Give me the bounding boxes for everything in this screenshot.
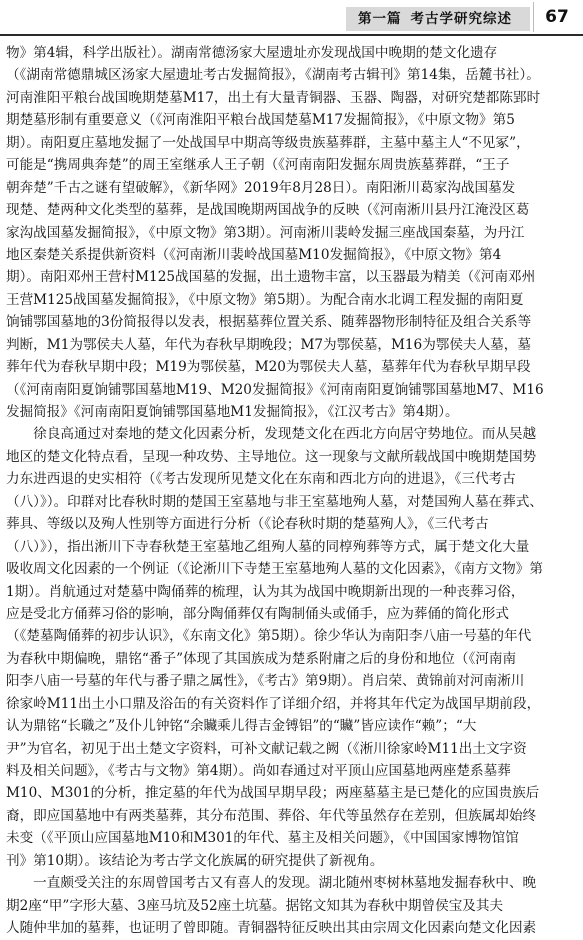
text-line: （《楚墓陶俑葬的初步认识》，《东南文化》第5期）。徐少华认为南阳李八庙一号墓的年代 — [6, 628, 532, 645]
text-line: 葬年代为春秋早期中段；M19为鄂侯墓，M20为鄂侯夫人墓，墓葬年代为春秋早期早段 — [6, 359, 531, 376]
text-line: 家沟战国墓发掘简报》，《中原文物》第3期）。河南淅川裴岭发掘三座战国秦墓，为丹江 — [6, 224, 525, 241]
text-line: 阳李八庙一号墓的年代与番子鼎之属性》，《考古》第9期）。肖启荣、黄锦前对河南淅川 — [6, 673, 525, 690]
text-line: 可能是“携周典奔楚”的周王室继承人王子朝（《河南南阳发掘东周贵族墓葬群，“王子 — [6, 157, 510, 174]
text-line: 徐良高通过对秦地的楚文化因素分析，发现楚文化在西北方向居守势地位。而从吴越 — [6, 426, 537, 443]
text-line: 料及相关问题》，《考古与文物》第4期）。尚如春通过对平顶山应国墓地两座楚系墓葬 — [6, 763, 511, 779]
chapter-title: 考古学研究综述 — [410, 11, 512, 27]
running-header — [0, 0, 583, 36]
text-line: （八）》）。印群对比春秋时期的楚国王室墓地与非王室墓地殉人墓，对楚国殉人墓在葬式、 — [6, 493, 543, 510]
text-line: 期2座“甲”字形大墓、3座马坑及52座土坑墓。据铭文知其为春秋中期曾侯宝及其夫 — [6, 897, 504, 914]
text-line: 一直颇受关注的东周曾国考古又有喜人的发现。湖北随州枣树林墓地发掘春秋中、晚 — [6, 875, 537, 892]
header-rule — [0, 34, 583, 36]
text-line: 吸收周文化因素的一个例证（《论淅川下寺楚王室墓地殉人墓的文化因素》，《南方文物》第 — [6, 561, 543, 578]
text-line: 刊》第10期）。该结论为考古学文化族属的研究提供了新视角。 — [6, 852, 384, 869]
text-line: 应是受北方俑葬习俗的影响，部分陶俑葬仅有陶制俑头或俑手，应为葬俑的简化形式 — [6, 605, 509, 622]
page-number: 67 — [533, 2, 580, 32]
text-line: 地区秦楚关系提供新资料（《河南淅川裴岭战国墓M10发掘简报》，《中原文物》第4 — [6, 246, 502, 263]
text-line: 认为鼎铭“长職之”及仆儿钟铭“余贜乘儿得吉金镈铝”的“贜”皆应读作“赖”；“大 — [6, 718, 477, 735]
text-line: 河南淮阳平粮台战国晚期楚墓M17，出土有大量青铜器、玉器、陶器，对研究楚都陈郢时 — [6, 89, 541, 106]
text-line: 期）。南阳邓州王营村M125战国墓的发掘，出土遗物丰富，以玉器最为精美（《河南邓州 — [6, 269, 536, 286]
text-line: 判断，M1为鄂侯夫人墓，年代为春秋早期晚段；M7为鄂侯墓，M16为鄂侯夫人墓，墓 — [6, 336, 531, 353]
body-text — [6, 42, 577, 940]
text-line: M10、M301的分析，推定墓的年代为战国早期早段；两座墓墓主是已楚化的应国贵族后 — [6, 785, 540, 802]
text-line: 未变（《平顶山应国墓地M10和M301的年代、墓主及相关问题》，《中国国家博物馆馆 — [6, 830, 519, 847]
text-line: 现楚、楚两种文化类型的墓葬，是战国晚期两国战争的反映（《河南淅川县丹江淹没区葛 — [6, 202, 530, 219]
text-line: 饷铺鄂国墓地的3份简报得以发表，根据墓葬位置关系、随葬器物形制特征及组合关系等 — [6, 314, 532, 331]
text-line: （《湖南常德鼎城区汤家大屋遗址考古发掘简报》，《湖南考古辑刊》第14集，岳麓书社）。 — [6, 67, 540, 84]
text-line: 期楚墓形制有重要意义（《河南淮阳平粮台战国楚墓M17发掘简报》，《中原文物》第5 — [6, 112, 515, 129]
text-line: 1期）。肖航通过对楚墓中陶俑葬的梳理，认为其为战国中晚期新出现的一种丧葬习俗， — [6, 583, 525, 600]
text-line: 葬具、等级以及殉人性别等方面进行分析（《论春秋时期的楚墓殉人》，《三代考古 — [6, 516, 489, 533]
text-line: （《河南南阳夏饷铺鄂国墓地M19、M20发掘简报》《河南南阳夏饷铺鄂国墓地M7、M16 — [6, 381, 544, 398]
text-line: 期）。南阳夏庄墓地发掘了一处战国早中期高等级贵族墓葬群，主墓中墓主人“不见冢”， — [6, 134, 530, 151]
text-line: 物》第4辑，科学出版社）。湖南常德汤家大屋遗址亦发现战国中晚期的楚文化遗存 — [6, 45, 498, 61]
part-label: 第一篇 — [358, 11, 402, 27]
text-line: 裔，即应国墓地中有两类墓葬，其分布范围、葬俗、年代等虽然存在差别，但族属却始终 — [6, 807, 537, 824]
text-line: 朝奔楚”千古之谜有望破解》，《新华网》2019年8月28日）。南阳淅川葛家沟战国墓发 — [6, 179, 516, 196]
text-line: 力东进西退的史实相符（《考古发现所见楚文化在东南和西北方向的进退》，《三代考古 — [6, 471, 516, 488]
text-line: 为春秋中期偏晚，鼎铭“番子”体现了其国族成为楚系附庸之后的身份和地位（《河南南 — [6, 650, 517, 667]
text-line: 发掘简报》《河南南阳夏饷铺鄂国墓地M1发掘简报》，《江汉考古》第4期）。 — [6, 404, 459, 420]
text-line: 徐家岭M11出土小口鼎及浴缶的有关资料作了详细介绍，并将其年代定为战国早期前段， — [6, 695, 541, 712]
text-line: 人随仲芈加的墓葬，也证明了曾即随。青铜器特征反映出其由宗周文化因素向楚文化因素 — [6, 920, 537, 937]
text-line: 王营M125战国墓发掘简报》，《中原文物》第5期）。为配合南水北调工程发掘的南阳夏 — [6, 291, 524, 308]
text-line: （八）》），指出淅川下寺春秋楚王室墓地乙组殉人墓的同椁殉葬等方式，属于楚文化大量 — [6, 538, 530, 555]
header-text — [358, 10, 512, 28]
text-line: 地区的楚文化特点看，呈现一种攻势、主导地位。这一现象与文献所载战国中晚期楚国势 — [6, 448, 537, 465]
text-line: 尹”为官名，初见于出土楚文字资料，可补文献记载之阙（《淅川徐家岭M11出土文字资 — [6, 740, 527, 757]
